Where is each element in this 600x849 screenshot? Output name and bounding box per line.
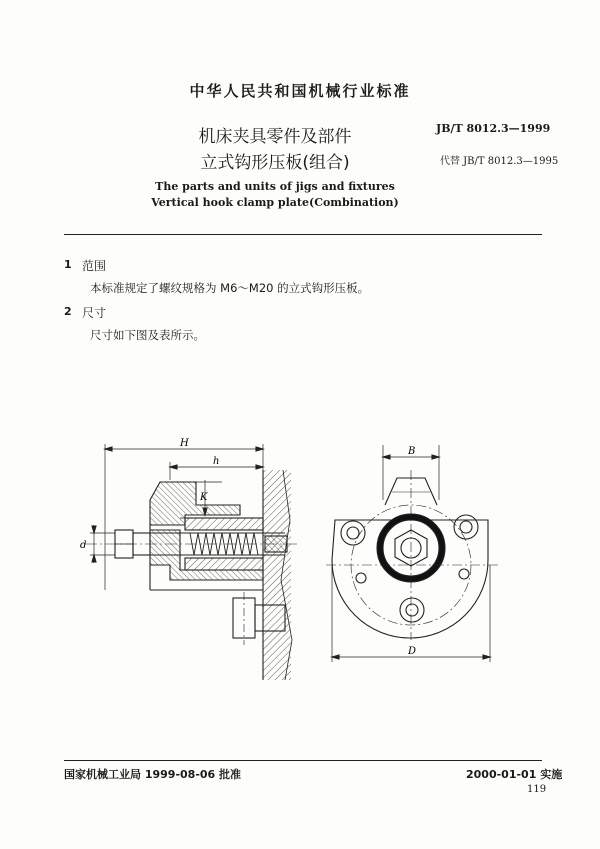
section-1-title: 范围 [82, 259, 107, 273]
section-2-number: 2 [64, 305, 72, 318]
page-number: 119 [527, 784, 547, 795]
label-h: h [213, 456, 220, 467]
title-en-line1: The parts and units of jigs and fixtures [155, 180, 395, 193]
label-B: B [408, 446, 416, 457]
section-2-text: 尺寸如下图及表所示。 [90, 328, 205, 342]
label-H: H [180, 438, 189, 449]
section-2-title: 尺寸 [82, 306, 107, 320]
replaces-standard: 代替 JB/T 8012.3—1995 [440, 156, 559, 167]
title-cn-line2: 立式钩形压板(组合) [200, 153, 350, 173]
approval-line: 国家机械工业局 1999-08-06 批准 [64, 768, 242, 781]
section-1-number: 1 [64, 258, 72, 271]
implementation-line: 2000-01-01 实施 [466, 768, 563, 781]
side-section-view [85, 444, 300, 680]
footer-rule [64, 760, 542, 761]
label-d: d [80, 540, 87, 551]
label-D: D [408, 646, 417, 657]
standard-number: JB/T 8012.3—1999 [436, 122, 551, 135]
front-view [326, 445, 500, 662]
title-en-line2: Vertical hook clamp plate(Combination) [151, 196, 399, 209]
label-K: K [200, 492, 208, 503]
title-cn-line1: 机床夹具零件及部件 [198, 127, 352, 147]
section-1-text: 本标准规定了螺纹规格为 M6～M20 的立式钩形压板。 [90, 281, 370, 295]
standard-body-header: 中华人民共和国机械行业标准 [189, 82, 411, 100]
